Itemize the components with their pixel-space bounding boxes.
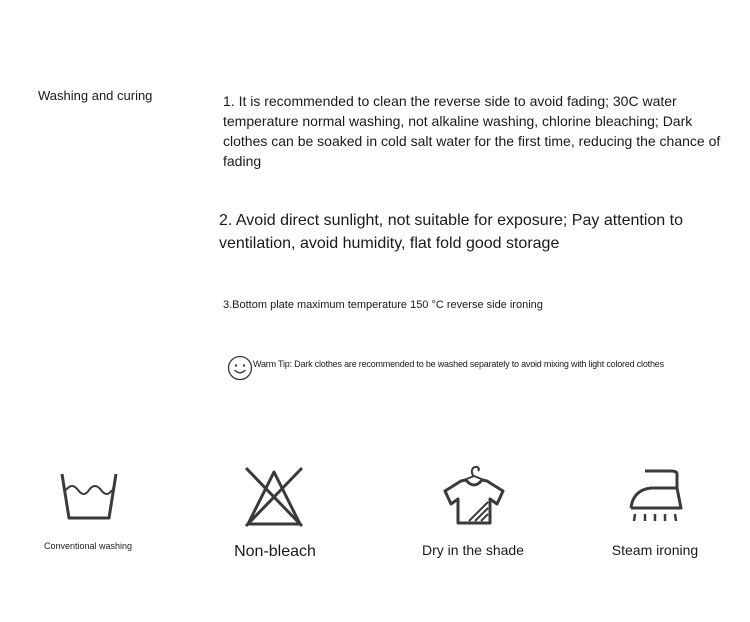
care-label-steam-ironing: Steam ironing: [611, 542, 699, 558]
no-bleach-icon: [242, 464, 306, 528]
wash-basin-icon: [58, 470, 120, 522]
steam-iron-icon: [627, 468, 687, 524]
care-label-non-bleach: Non-bleach: [234, 543, 316, 560]
care-note-1: 1. It is recommended to clean the reverse side to avoid fading; 30C water temperature normal washing, not alkaline washing, chlorine bleaching; Dark clothes can be soaked in cold salt water for the first time, reducing the chance of fading: [223, 93, 721, 169]
shade-dry-icon: [441, 464, 507, 526]
care-note-3: 3.Bottom plate maximum temperature 150 °C reverse side ironing: [223, 299, 543, 311]
care-label-conventional-washing: Conventional washing: [43, 541, 133, 551]
section-title: Washing and curing: [38, 88, 153, 103]
smiley-icon: [227, 355, 253, 381]
care-note-2: 2. Avoid direct sunlight, not suitable for exposure; Pay attention to ventilation, avoid humidity, flat fold good storage: [219, 212, 683, 252]
warm-tip: Warm Tip: Dark clothes are recommended to be washed separately to avoid mixing with light colored clothes: [253, 359, 664, 369]
care-label-dry-in-shade: Dry in the shade: [422, 542, 524, 558]
